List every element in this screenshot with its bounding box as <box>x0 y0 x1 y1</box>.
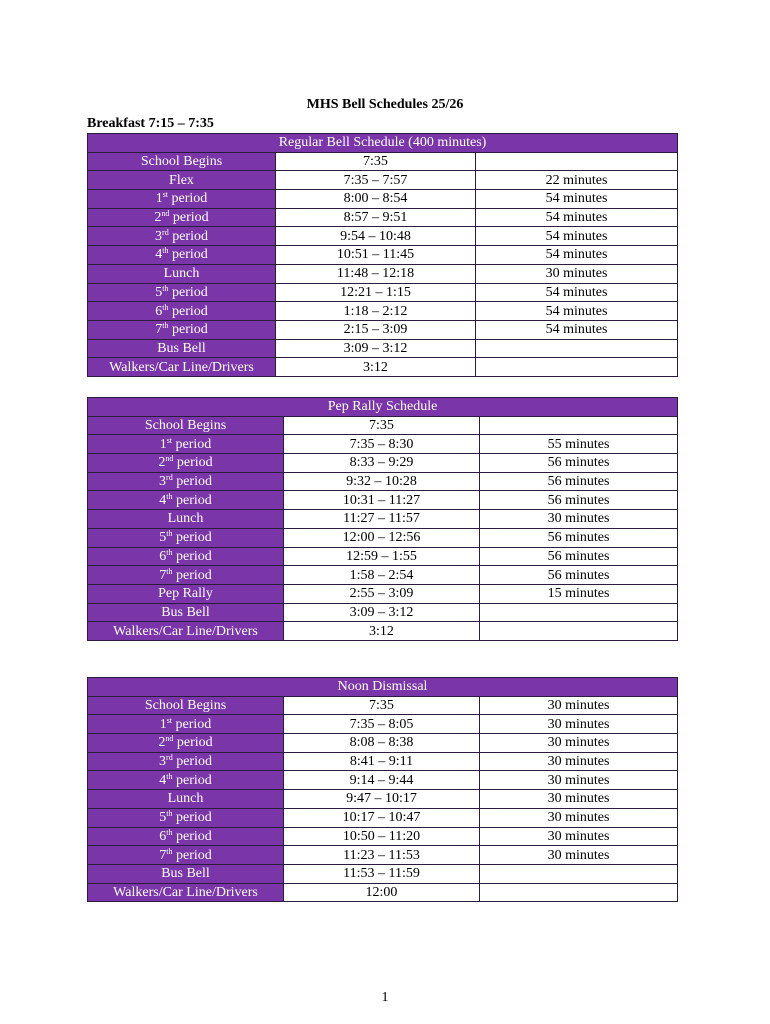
pep-rally-schedule-table <box>87 397 678 641</box>
table-row <box>88 339 678 358</box>
label-text: Walkers/Car Line/Drivers <box>113 884 258 900</box>
label-text: 3 <box>159 474 167 490</box>
duration: 54 minutes <box>476 208 678 227</box>
duration: 30 minutes <box>480 752 678 771</box>
duration: 56 minutes <box>480 566 678 585</box>
ordinal-suffix: th <box>162 246 169 256</box>
time-range: 12:00 – 12:56 <box>284 528 480 547</box>
table-row <box>88 883 678 902</box>
time-range: 8:08 – 8:38 <box>284 734 480 753</box>
row-label <box>88 320 276 339</box>
label-suffix: period <box>172 548 212 564</box>
label-text: 3 <box>159 754 167 770</box>
label-text: 7 <box>159 567 167 583</box>
table-row <box>88 264 678 283</box>
row-label <box>88 171 276 190</box>
table-row <box>88 846 678 865</box>
duration <box>480 416 678 435</box>
duration: 30 minutes <box>480 771 678 790</box>
row-label <box>88 358 276 377</box>
label-text: 5 <box>155 284 163 300</box>
table-row <box>88 864 678 883</box>
time-range: 11:48 – 12:18 <box>276 264 476 283</box>
row-label <box>88 566 284 585</box>
time-range: 7:35 – 7:57 <box>276 171 476 190</box>
ordinal-suffix: nd <box>165 454 174 464</box>
label-text: Bus Bell <box>161 604 210 620</box>
duration: 30 minutes <box>480 715 678 734</box>
row-label <box>88 864 284 883</box>
table-row <box>88 808 678 827</box>
duration: 56 minutes <box>480 547 678 566</box>
label-text: Walkers/Car Line/Drivers <box>113 623 258 639</box>
label-text: 3 <box>155 228 163 244</box>
table-row <box>88 584 678 603</box>
table-row <box>88 622 678 641</box>
row-label <box>88 190 276 209</box>
ordinal-suffix: th <box>162 302 169 312</box>
label-text: Flex <box>169 172 194 188</box>
ordinal-suffix: st <box>166 715 173 725</box>
table-row <box>88 302 678 321</box>
time-range: 7:35 – 8:05 <box>284 715 480 734</box>
label-text: 1 <box>159 716 167 732</box>
time-range: 3:09 – 3:12 <box>284 603 480 622</box>
table-row <box>88 416 678 435</box>
noon-dismissal-schedule-table <box>87 677 678 902</box>
label-text: 1 <box>155 191 163 207</box>
ordinal-suffix: rd <box>166 753 173 763</box>
row-label <box>88 510 284 529</box>
ordinal-suffix: th <box>166 809 173 819</box>
row-label <box>88 584 284 603</box>
table-row <box>88 715 678 734</box>
time-range: 9:14 – 9:44 <box>284 771 480 790</box>
duration: 54 minutes <box>476 283 678 302</box>
label-text: Bus Bell <box>157 340 206 356</box>
label-text: Walkers/Car Line/Drivers <box>109 359 254 375</box>
table-row <box>88 152 678 171</box>
time-range: 9:54 – 10:48 <box>276 227 476 246</box>
duration: 56 minutes <box>480 454 678 473</box>
time-range: 1:58 – 2:54 <box>284 566 480 585</box>
row-label <box>88 472 284 491</box>
label-text: Lunch <box>167 511 204 527</box>
time-range: 8:33 – 9:29 <box>284 454 480 473</box>
table-row <box>88 472 678 491</box>
label-suffix: period <box>172 530 212 546</box>
ordinal-suffix: th <box>166 529 173 539</box>
duration: 56 minutes <box>480 491 678 510</box>
table-row <box>88 790 678 809</box>
duration: 54 minutes <box>476 227 678 246</box>
duration: 55 minutes <box>480 435 678 454</box>
duration: 30 minutes <box>480 696 678 715</box>
table-row <box>88 190 678 209</box>
row-label <box>88 227 276 246</box>
duration: 54 minutes <box>476 246 678 265</box>
label-text: 2 <box>158 735 166 751</box>
label-text: Lunch <box>167 791 204 807</box>
label-text: 2 <box>158 455 166 471</box>
table-row <box>88 454 678 473</box>
row-label <box>88 734 284 753</box>
label-text: Lunch <box>163 266 200 282</box>
label-suffix: period <box>169 210 209 226</box>
duration: 56 minutes <box>480 528 678 547</box>
time-range: 10:51 – 11:45 <box>276 246 476 265</box>
row-label <box>88 547 284 566</box>
label-text: 7 <box>155 322 163 338</box>
ordinal-suffix: th <box>166 566 173 576</box>
time-range: 7:35 <box>276 152 476 171</box>
ordinal-suffix: nd <box>161 209 170 219</box>
duration: 30 minutes <box>480 790 678 809</box>
duration <box>480 603 678 622</box>
row-label <box>88 752 284 771</box>
table-row <box>88 227 678 246</box>
table-row <box>88 171 678 190</box>
time-range: 12:21 – 1:15 <box>276 283 476 302</box>
time-range: 11:23 – 11:53 <box>284 846 480 865</box>
table-row <box>88 696 678 715</box>
label-suffix: period <box>168 228 208 244</box>
row-label <box>88 603 284 622</box>
document-title: MHS Bell Schedules 25/26 <box>306 97 464 112</box>
row-label <box>88 454 284 473</box>
time-range: 3:09 – 3:12 <box>276 339 476 358</box>
table-row <box>88 752 678 771</box>
duration <box>476 152 678 171</box>
label-text: 7 <box>159 847 167 863</box>
time-range: 10:50 – 11:20 <box>284 827 480 846</box>
label-suffix: period <box>172 567 212 583</box>
time-range: 10:31 – 11:27 <box>284 491 480 510</box>
time-range: 1:18 – 2:12 <box>276 302 476 321</box>
duration <box>476 339 678 358</box>
table-row <box>88 566 678 585</box>
row-label <box>88 152 276 171</box>
label-suffix: period <box>168 303 208 319</box>
ordinal-suffix: th <box>166 547 173 557</box>
duration: 30 minutes <box>480 827 678 846</box>
table-row <box>88 771 678 790</box>
duration <box>480 622 678 641</box>
ordinal-suffix: st <box>166 435 173 445</box>
duration: 15 minutes <box>480 584 678 603</box>
time-range: 3:12 <box>276 358 476 377</box>
label-suffix: period <box>172 754 212 770</box>
label-text: 4 <box>159 772 167 788</box>
time-range: 7:35 – 8:30 <box>284 435 480 454</box>
time-range: 7:35 <box>284 696 480 715</box>
table-row <box>88 320 678 339</box>
duration: 30 minutes <box>480 510 678 529</box>
duration <box>480 864 678 883</box>
ordinal-suffix: th <box>166 491 173 501</box>
label-text: 1 <box>159 436 167 452</box>
table-row <box>88 547 678 566</box>
label-suffix: period <box>168 284 208 300</box>
label-suffix: period <box>168 247 208 263</box>
label-text: School Begins <box>140 154 223 170</box>
label-text: Pep Rally <box>158 586 213 602</box>
row-label <box>88 528 284 547</box>
label-suffix: period <box>172 772 212 788</box>
duration: 54 minutes <box>476 190 678 209</box>
ordinal-suffix: rd <box>162 227 169 237</box>
time-range: 3:12 <box>284 622 480 641</box>
label-text: 5 <box>159 810 167 826</box>
time-range: 11:27 – 11:57 <box>284 510 480 529</box>
duration: 56 minutes <box>480 472 678 491</box>
label-text: 6 <box>159 548 167 564</box>
label-text: 6 <box>155 303 163 319</box>
table-row <box>88 734 678 753</box>
regular-bell-schedule-table <box>87 133 678 377</box>
ordinal-suffix: rd <box>166 473 173 483</box>
row-label <box>88 283 276 302</box>
duration: 30 minutes <box>480 808 678 827</box>
time-range: 7:35 <box>284 416 480 435</box>
label-suffix: period <box>173 455 213 471</box>
row-label <box>88 208 276 227</box>
time-range: 2:55 – 3:09 <box>284 584 480 603</box>
row-label <box>88 771 284 790</box>
label-text: School Begins <box>144 418 227 434</box>
page-number: 1 <box>381 990 389 1005</box>
row-label <box>88 302 276 321</box>
ordinal-suffix: th <box>166 771 173 781</box>
table-row <box>88 246 678 265</box>
label-text: 6 <box>159 828 167 844</box>
row-label <box>88 491 284 510</box>
row-label <box>88 808 284 827</box>
row-label <box>88 827 284 846</box>
label-text: 4 <box>159 492 167 508</box>
label-suffix: period <box>172 810 212 826</box>
schedule-title: Noon Dismissal <box>88 678 678 697</box>
duration: 30 minutes <box>476 264 678 283</box>
table-row <box>88 358 678 377</box>
breakfast-time: Breakfast 7:15 – 7:35 <box>87 116 214 131</box>
row-label <box>88 846 284 865</box>
ordinal-suffix: th <box>162 321 169 331</box>
row-label <box>88 622 284 641</box>
schedule-title: Regular Bell Schedule (400 minutes) <box>88 134 678 153</box>
duration <box>476 358 678 377</box>
ordinal-suffix: th <box>162 283 169 293</box>
label-suffix: period <box>172 828 212 844</box>
duration: 22 minutes <box>476 171 678 190</box>
label-text: 4 <box>155 247 163 263</box>
row-label <box>88 246 276 265</box>
time-range: 12:59 – 1:55 <box>284 547 480 566</box>
ordinal-suffix: th <box>166 827 173 837</box>
label-text: 2 <box>154 210 162 226</box>
schedule-title: Pep Rally Schedule <box>88 398 678 417</box>
table-row <box>88 491 678 510</box>
label-text: 5 <box>159 530 167 546</box>
time-range: 10:17 – 10:47 <box>284 808 480 827</box>
duration: 54 minutes <box>476 302 678 321</box>
row-label <box>88 790 284 809</box>
row-label <box>88 416 284 435</box>
label-suffix: period <box>168 322 208 338</box>
label-suffix: period <box>172 492 212 508</box>
time-range: 9:32 – 10:28 <box>284 472 480 491</box>
time-range: 12:00 <box>284 883 480 902</box>
table-row <box>88 827 678 846</box>
row-label <box>88 435 284 454</box>
table-row <box>88 528 678 547</box>
table-row <box>88 283 678 302</box>
label-text: School Begins <box>144 698 227 714</box>
label-suffix: period <box>168 191 208 207</box>
duration: 30 minutes <box>480 846 678 865</box>
table-row <box>88 603 678 622</box>
ordinal-suffix: nd <box>165 734 174 744</box>
duration: 30 minutes <box>480 734 678 753</box>
time-range: 8:00 – 8:54 <box>276 190 476 209</box>
time-range: 11:53 – 11:59 <box>284 864 480 883</box>
table-row <box>88 208 678 227</box>
time-range: 8:41 – 9:11 <box>284 752 480 771</box>
row-label <box>88 264 276 283</box>
time-range: 9:47 – 10:17 <box>284 790 480 809</box>
ordinal-suffix: th <box>166 846 173 856</box>
label-suffix: period <box>172 716 212 732</box>
time-range: 2:15 – 3:09 <box>276 320 476 339</box>
label-suffix: period <box>172 474 212 490</box>
table-row <box>88 435 678 454</box>
label-suffix: period <box>173 735 213 751</box>
row-label <box>88 339 276 358</box>
ordinal-suffix: st <box>162 190 169 200</box>
table-row <box>88 510 678 529</box>
row-label <box>88 696 284 715</box>
row-label <box>88 883 284 902</box>
label-suffix: period <box>172 847 212 863</box>
time-range: 8:57 – 9:51 <box>276 208 476 227</box>
label-suffix: period <box>172 436 212 452</box>
label-text: Bus Bell <box>161 866 210 882</box>
row-label <box>88 715 284 734</box>
duration <box>480 883 678 902</box>
duration: 54 minutes <box>476 320 678 339</box>
